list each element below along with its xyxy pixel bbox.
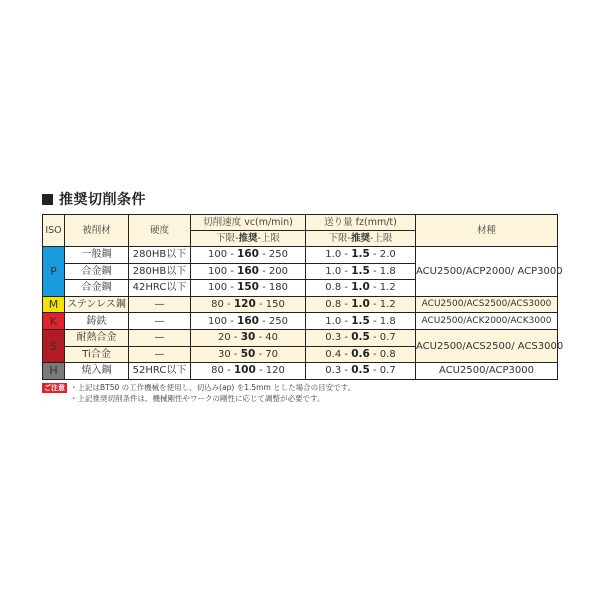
material-cell: 合金鋼 [65, 280, 129, 297]
hardness-cell: 280HB以下 [129, 247, 191, 264]
grade-cell-p: ACU2500/ACP2000/ ACP3000 [416, 247, 558, 297]
grade-cell-k: ACU2500/ACK2000/ACK3000 [416, 313, 558, 330]
material-cell: 耐熱合金 [65, 329, 129, 346]
feed-cell: 0.4 - 0.6 - 0.8 [306, 346, 416, 363]
hardness-cell: — [129, 329, 191, 346]
header-speed-sub: 下限-推奨-上限 [191, 231, 306, 247]
iso-badge-p: P [43, 247, 65, 297]
header-feed: 送り量 fz(mm/t) [306, 215, 416, 231]
hardness-cell: 42HRC以下 [129, 280, 191, 297]
material-cell: 焼入鋼 [65, 363, 129, 380]
feed-cell: 1.0 - 1.5 - 1.8 [306, 313, 416, 330]
grade-cell-h: ACU2500/ACP3000 [416, 363, 558, 380]
hardness-cell: — [129, 296, 191, 313]
speed-cell: 100 - 150 - 180 [191, 280, 306, 297]
speed-cell: 100 - 160 - 250 [191, 313, 306, 330]
speed-cell: 20 - 30 - 40 [191, 329, 306, 346]
material-cell: 合金鋼 [65, 263, 129, 280]
hardness-cell: 280HB以下 [129, 263, 191, 280]
iso-badge-m: M [43, 296, 65, 313]
note-line-1: ・上記はBT50 の工作機械を使用し、切込み(ap) を1.5mm とした場合の目安です。 [70, 383, 356, 392]
speed-cell: 100 - 160 - 250 [191, 247, 306, 264]
iso-badge-s: S [43, 329, 65, 362]
feed-cell: 1.0 - 1.5 - 2.0 [306, 247, 416, 264]
caution-badge: ご注意 [44, 383, 65, 392]
hardness-cell: 52HRC以下 [129, 363, 191, 380]
material-cell: Ti合金 [65, 346, 129, 363]
note-line-2: ・上記推奨切削条件は、機械剛性やワークの剛性に応じて調整が必要です。 [70, 394, 325, 403]
grade-cell-s: ACU2500/ACS2500/ ACS3000 [416, 329, 558, 362]
speed-cell: 80 - 100 - 120 [191, 363, 306, 380]
notes [42, 382, 355, 404]
table-row [43, 329, 558, 346]
feed-cell: 0.3 - 0.5 - 0.7 [306, 329, 416, 346]
table-row [43, 313, 558, 330]
iso-badge-h: H [43, 363, 65, 380]
feed-cell: 0.8 - 1.0 - 1.2 [306, 280, 416, 297]
cutting-conditions-table [42, 214, 564, 380]
header-row [43, 215, 558, 231]
feed-cell: 1.0 - 1.5 - 1.8 [306, 263, 416, 280]
table-row [43, 363, 558, 380]
iso-badge-k: K [43, 313, 65, 330]
header-speed: 切削速度 vc(m/min) [191, 215, 306, 231]
header-iso: ISO [43, 215, 65, 247]
feed-cell: 0.8 - 1.0 - 1.2 [306, 296, 416, 313]
header-material: 被削材 [65, 215, 129, 247]
material-cell: 鋳鉄 [65, 313, 129, 330]
section-title-text: 推奨切削条件 [59, 192, 146, 208]
header-feed-sub: 下限-推奨-上限 [306, 231, 416, 247]
feed-cell: 0.3 - 0.5 - 0.7 [306, 363, 416, 380]
hardness-cell: — [129, 346, 191, 363]
material-cell: 一般鋼 [65, 247, 129, 264]
material-cell: ステンレス鋼 [65, 296, 129, 313]
speed-cell: 80 - 120 - 150 [191, 296, 306, 313]
speed-cell: 100 - 160 - 200 [191, 263, 306, 280]
speed-cell: 30 - 50 - 70 [191, 346, 306, 363]
square-bullet-icon [42, 194, 53, 205]
hardness-cell: — [129, 313, 191, 330]
table-row [43, 247, 558, 264]
header-hardness: 硬度 [129, 215, 191, 247]
table-row [43, 296, 558, 313]
header-grade: 材種 [416, 215, 558, 247]
section-title [42, 189, 146, 209]
grade-cell-m: ACU2500/ACS2500/ACS3000 [416, 296, 558, 313]
